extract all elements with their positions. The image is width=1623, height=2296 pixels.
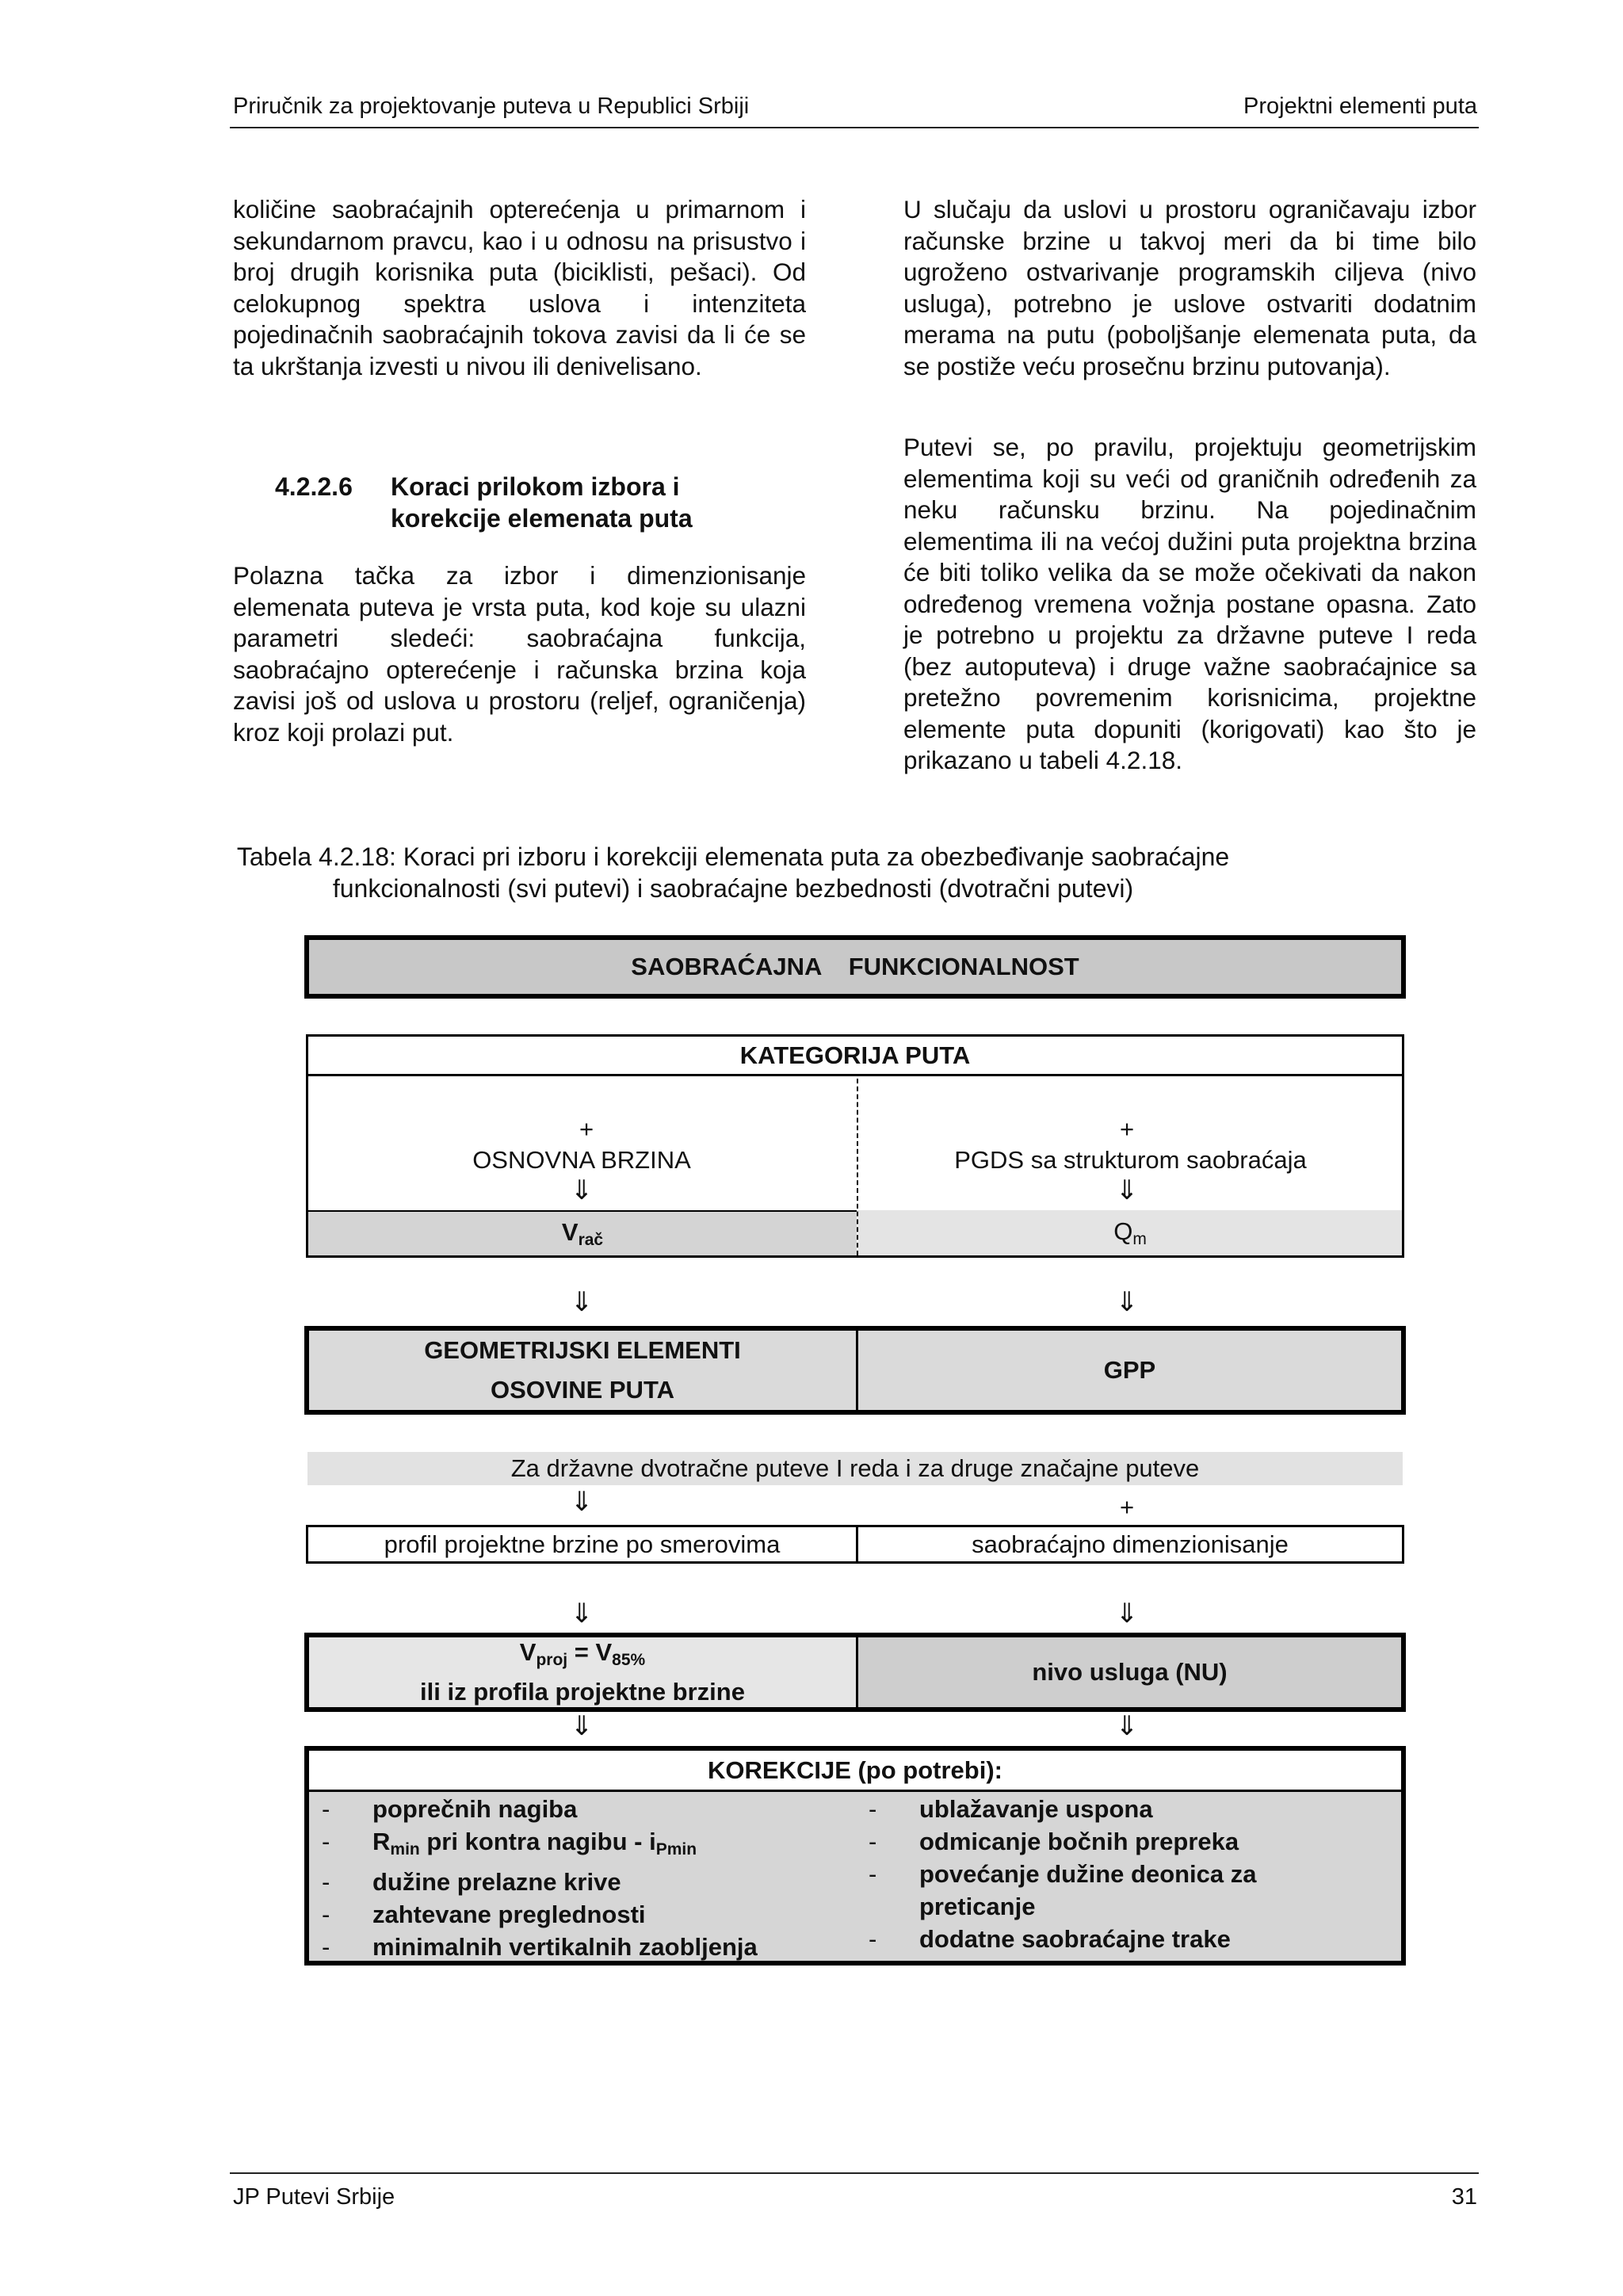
page-number: 31	[1451, 2184, 1477, 2210]
list-item: - dodatne saobraćajne trake	[869, 1925, 1231, 1953]
plus-left: +	[579, 1115, 594, 1143]
drzavne-putevi-band: Za državne dvotračne puteve I reda i za druge značajne puteve	[307, 1452, 1403, 1485]
pgds-label: PGDS sa strukturom saobraćaja	[954, 1146, 1307, 1174]
right-para-1: U slučaju da uslovi u prostoru ograničavaju izbor računske brzine u takvoj meri da bi time bilo ugroženo ostvarivanje programskih ciljeva (nivo usluga), potrebno je uslove ostvariti dodatnim merama na putu (poboljšanje elemenata puta, da se postiže veću prosečnu brzinu putovanja).	[903, 195, 1476, 380]
left-para-2: Polazna tačka za izbor i dimenzionisanje elemenata puteva je vrsta puta, kod koje su ulazni parametri sledeći: saobraćajna funkcija, saobraćajno opterećenje i računska brzina koja zavisi još od uslova u prostoru (reljef, ograničenja) kroz koji prolazi put.	[233, 561, 806, 747]
section-title-line1: Koraci prilokom izbora i	[391, 472, 680, 501]
list-item: - minimalnih vertikalnih zaobljenja	[322, 1933, 758, 1961]
vproj-symbol: V	[519, 1638, 537, 1666]
korekcije-title: KOREKCIJE (po potrebi):	[309, 1751, 1401, 1792]
kategorija-puta-label: KATEGORIJA PUTA	[308, 1037, 1402, 1076]
list-item: - odmicanje bočnih prepreka	[869, 1828, 1239, 1855]
arrow-down-icon: ⇓	[1115, 1598, 1139, 1629]
header-right: Projektni elementi puta	[1243, 94, 1477, 119]
plus-right-2: +	[1119, 1493, 1135, 1521]
section-title-line2: korekcije elemenata puta	[391, 504, 693, 533]
list-item: - povećanje dužine deonica za	[869, 1860, 1257, 1888]
list-item: preticanje	[919, 1893, 1036, 1920]
list-item: - dužine prelazne krive	[322, 1868, 621, 1896]
list-item: - ublažavanje uspona	[869, 1795, 1153, 1823]
vproj-equals: = V	[567, 1638, 613, 1666]
arrow-down-icon: ⇓	[570, 1286, 594, 1318]
geometrijski-elementi-line1: GEOMETRIJSKI ELEMENTI	[424, 1336, 741, 1364]
list-item: - poprečnih nagiba	[322, 1795, 578, 1823]
v-rac-symbol: V	[561, 1217, 579, 1246]
q-m-cell	[858, 1210, 1402, 1255]
arrow-down-icon: ⇓	[1115, 1175, 1139, 1206]
vproj-box	[309, 1637, 856, 1707]
q-subscript: m	[1132, 1229, 1147, 1248]
saobracajna-funkcionalnost-box: SAOBRAĆAJNA FUNKCIONALNOST	[304, 935, 1406, 999]
list-item: - zahtevane preglednosti	[322, 1901, 646, 1928]
arrow-down-icon: ⇓	[570, 1710, 594, 1742]
v-rac-subscript: rač	[578, 1230, 604, 1249]
geometrijski-elementi-box	[309, 1331, 856, 1410]
arrow-down-icon: ⇓	[570, 1486, 594, 1518]
table-caption-line2: funkcionalnosti (svi putevi) i saobraćajne bezbednosti (dvotračni putevi)	[332, 874, 1134, 903]
list-item: - $R_{min}$ pri kontra nagibu - $i_{Pmin}$	[322, 1828, 697, 1859]
arrow-down-icon: ⇓	[1115, 1286, 1139, 1318]
arrow-down-icon: ⇓	[1115, 1710, 1139, 1742]
gpp-box: GPP	[1103, 1356, 1156, 1384]
korekcije-left-list	[309, 1793, 848, 1963]
footer-left: JP Putevi Srbije	[233, 2184, 395, 2210]
section-number: 4.2.2.6	[275, 472, 353, 501]
footer-rule	[230, 2172, 1479, 2174]
profil-projektne-brzine: profil projektne brzine po smerovima	[384, 1530, 781, 1558]
left-para-1: količine saobraćajnih opterećenja u primarnom i sekundarnom pravcu, kao i u odnosu na prisustvo i broj drugih korisnika puta (biciklisti, pešaci). Od celokupnog spektra uslova i intenziteta pojedinačnih saobraćajnih tokova zavisi da li će se ta ukrštanja izvesti u nivou ili denivelisano.	[233, 195, 806, 380]
plus-right: +	[1119, 1115, 1135, 1143]
korekcije-right-list	[856, 1793, 1403, 1955]
v-rac-cell	[308, 1210, 857, 1255]
arrow-down-icon: ⇓	[570, 1598, 594, 1629]
right-para-2: Putevi se, po pravilu, projektuju geometrijskim elementima koji su veći od graničnih određenih za neku računsku brzinu. Na pojedinačnim elementima ili na većoj dužini puta projektna brzina će biti toliko velika da se može očekivati da nakon određenog vremena vožnja postane opasna. Zato je potrebno u projektu za državne puteve I reda (bez autoputeva) i druge važne saobraćajnice sa pretežno povremenim korisnicima, projektne elemente puta dopuniti (korigovati) kao što je prikazano u tabeli 4.2.18.	[903, 433, 1476, 774]
saobracajno-dimenzionisanje: saobraćajno dimenzionisanje	[972, 1530, 1289, 1558]
vproj-line2: ili iz profila projektne brzine	[420, 1678, 745, 1706]
header-left: Priručnik za projektovanje puteva u Republici Srbiji	[233, 94, 750, 119]
geometrijski-elementi-line2: OSOVINE PUTA	[491, 1376, 674, 1404]
q-symbol: Q	[1113, 1217, 1133, 1245]
nivo-usluga-box: nivo usluga (NU)	[858, 1637, 1401, 1707]
table-caption-line1: Tabela 4.2.18: Koraci pri izboru i korekciji elemenata puta za obezbeđivanje saobraćajne	[236, 842, 1230, 871]
v85-subscript: 85%	[612, 1651, 646, 1669]
header-rule	[230, 127, 1479, 128]
vproj-subscript: proj	[536, 1651, 568, 1669]
arrow-down-icon: ⇓	[570, 1175, 594, 1206]
osnovna-brzina-label: OSNOVNA BRZINA	[472, 1146, 691, 1174]
